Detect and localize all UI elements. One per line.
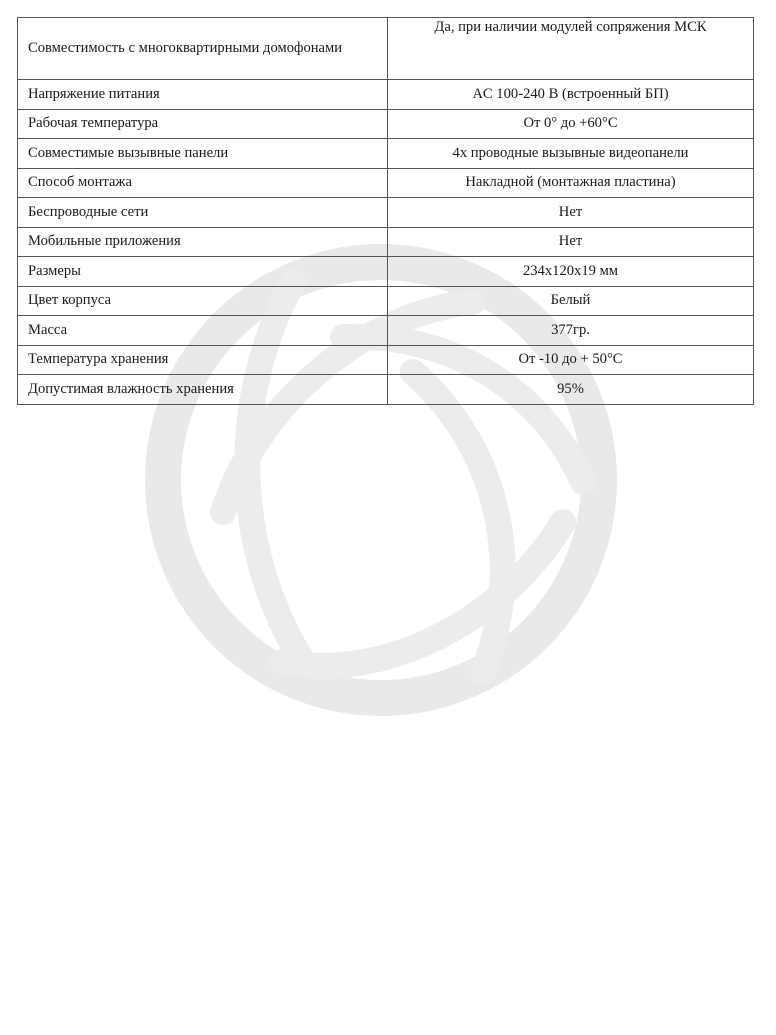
value-cell: 95% (388, 375, 754, 405)
param-cell: Масса (18, 316, 388, 346)
param-cell: Размеры (18, 257, 388, 287)
table-row (18, 109, 754, 139)
table-row (18, 227, 754, 257)
table-row (18, 168, 754, 198)
table-row (18, 345, 754, 375)
param-cell: Допустимая влажность хранения (18, 375, 388, 405)
specifications-table (17, 17, 754, 405)
param-cell: Способ монтажа (18, 168, 388, 198)
table-row (18, 80, 754, 110)
param-cell: Рабочая температура (18, 109, 388, 139)
value-cell: AC 100-240 В (встроенный БП) (388, 80, 754, 110)
table-row (18, 286, 754, 316)
value-cell: Накладной (монтажная пластина) (388, 168, 754, 198)
value-cell: 377гр. (388, 316, 754, 346)
value-cell: Белый (388, 286, 754, 316)
param-cell: Мобильные приложения (18, 227, 388, 257)
table-row (18, 316, 754, 346)
value-cell: Нет (388, 198, 754, 228)
value-cell: 234x120x19 мм (388, 257, 754, 287)
param-cell: Температура хранения (18, 345, 388, 375)
param-cell: Совместимые вызывные панели (18, 139, 388, 169)
param-cell: Напряжение питания (18, 80, 388, 110)
table-row (18, 375, 754, 405)
value-cell: Да, при наличии модулей сопряжения МСК (388, 18, 754, 80)
value-cell: Нет (388, 227, 754, 257)
value-cell: 4х проводные вызывные видеопанели (388, 139, 754, 169)
value-cell: От 0° до +60°C (388, 109, 754, 139)
param-cell: Цвет корпуса (18, 286, 388, 316)
param-cell: Совместимость с многоквартирными домофонами (18, 18, 388, 80)
table-row (18, 198, 754, 228)
table-row (18, 139, 754, 169)
table-row (18, 18, 754, 80)
table-row (18, 257, 754, 287)
param-cell: Беспроводные сети (18, 198, 388, 228)
value-cell: От -10 до + 50°C (388, 345, 754, 375)
